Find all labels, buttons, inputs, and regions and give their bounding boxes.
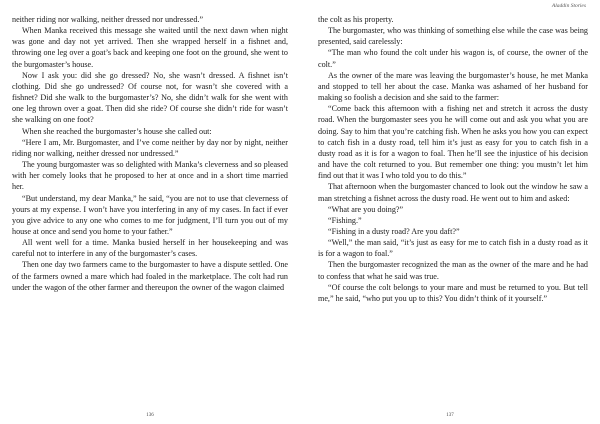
- paragraph: “Fishing in a dusty road? Are you daft?”: [328, 226, 460, 236]
- paragraph: That afternoon when the burgomaster chanced to look out the window he saw a man stretching a fishnet across the dusty road. He went out to him and asked:: [318, 182, 588, 203]
- paragraph: The burgomaster, who was thinking of something else while the case was being presented, said carelessly:: [318, 26, 588, 47]
- paragraph: “Here I am, Mr. Burgomaster, and I’ve come neither by day nor by night, neither riding nor walking, neither dressed nor undressed.”: [12, 137, 288, 158]
- paragraph: “Fishing.”: [328, 215, 362, 225]
- paragraph: “Of course the colt belongs to your mare and must be returned to you. But tell me,” he said, “who put you up to this? You didn’t think of it yourself.”: [318, 282, 588, 303]
- left-page-number: 136: [146, 413, 154, 418]
- paragraph: “Come back this afternoon with a fishing net and stretch it across the dusty road. When the burgomaster sees you he will come out and ask you what you are doing. Say to him that you’re catching fish. When he asks you how you can expect to catch fish in a dusty road, tell him it’s just as easy for you to catch fish in a dusty road as it is for a wagon to foal. Then he’ll see the injustice of his decision and have the colt returned to you. But remember one thing: you mustn’t let him find out that it was I who told you to do this.”: [318, 104, 588, 181]
- right-page-number: 137: [446, 413, 454, 418]
- right-page: [300, 0, 600, 424]
- paragraph: “The man who found the colt under his wagon is, of course, the owner of the colt.”: [318, 48, 588, 69]
- paragraph: “What are you doing?”: [328, 204, 404, 214]
- paragraph: “But understand, my dear Manka,” he said, “you are not to use that cleverness of yours at my expense. I won’t have you interfering in any of my cases. In fact if ever you give advice to any one who comes to me for judgment, I’ll turn you out of my house at once and send you home to your father.”: [12, 193, 288, 236]
- paragraph: When she reached the burgomaster’s house she called out:: [22, 126, 212, 136]
- paragraph: When Manka received this message she waited until the next dawn when night was gone and day not yet arrived. Then she wrapped herself in a fishnet and, throwing one leg over a goat’s back and keeping one foot on the ground, she went to the burgomaster’s house.: [12, 26, 288, 69]
- paragraph: the colt as his property.: [318, 15, 394, 24]
- paragraph: Now I ask you: did she go dressed? No, she wasn’t dressed. A fishnet isn’t clothing. Did she go undressed? Of course not, for wasn’t she covered with a fishnet? Did she walk to the burgomaster’s? No, she didn’t walk for she went with one leg thrown over a goat. Then did she ride? Of course she didn’t ride for wasn’t she walking on one foot?: [12, 70, 288, 125]
- paragraph: As the owner of the mare was leaving the burgomaster’s house, he met Manka and stopped to tell her about the case. Manka was ashamed of her husband for making so foolish a decision and she said to the farmer:: [318, 70, 588, 103]
- paragraph: Then one day two farmers came to the burgomaster to have a dispute settled. One of the farmers owned a mare which had foaled in the marketplace. The colt had run under the wagon of the other farmer and thereupon the owner of the wagon claimed: [12, 260, 288, 292]
- paragraph: Then the burgomaster recognized the man as the owner of the mare and he had to confess that what he said was true.: [318, 260, 588, 281]
- paragraph: All went well for a time. Manka busied herself in her housekeeping and was careful not to interfere in any of the burgomaster’s cases.: [12, 238, 288, 259]
- right-page-text: [318, 14, 588, 304]
- left-page-text: [12, 14, 288, 293]
- paragraph: neither riding nor walking, neither dressed nor undressed.”: [12, 15, 204, 24]
- paragraph: The young burgomaster was so delighted with Manka’s cleverness and so pleased with her comely looks that he proposed to her at once and in a short time married her.: [12, 160, 288, 192]
- running-head: Aladdin Stories: [551, 3, 586, 9]
- paragraph: “Well,” the man said, “it’s just as easy for me to catch fish in a dusty road as it is for a wagon to foal.”: [318, 238, 588, 259]
